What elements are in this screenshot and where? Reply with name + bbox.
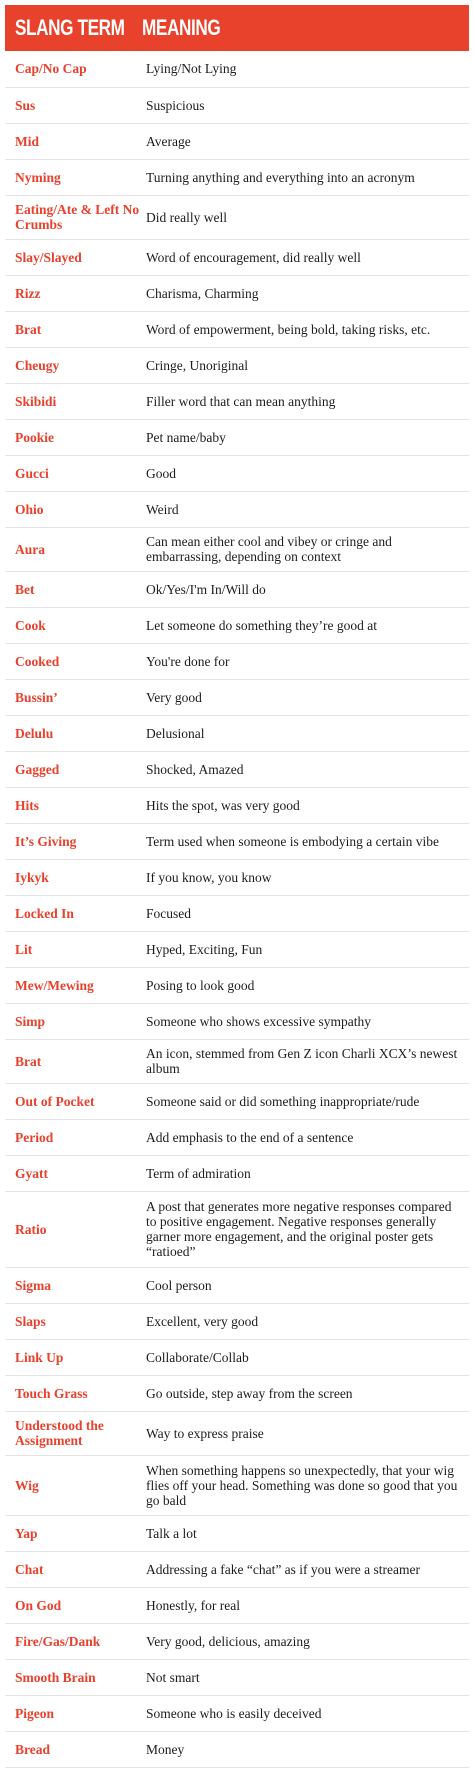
slang-term: Slaps: [5, 1303, 142, 1339]
slang-term: Mid: [5, 123, 142, 159]
slang-table: [5, 51, 469, 1768]
table-row: [5, 607, 469, 643]
table-row: [5, 1003, 469, 1039]
slang-term: Iykyk: [5, 859, 142, 895]
table-row: [5, 51, 469, 87]
slang-term: Skibidi: [5, 383, 142, 419]
slang-term: Delulu: [5, 715, 142, 751]
table-row: [5, 347, 469, 383]
slang-term: Bread: [5, 1731, 142, 1767]
slang-term: Sus: [5, 87, 142, 123]
table-row: [5, 1191, 469, 1267]
table-row: [5, 159, 469, 195]
table-row: [5, 859, 469, 895]
slang-meaning: Hits the spot, was very good: [142, 787, 469, 823]
slang-meaning: Money: [142, 1731, 469, 1767]
slang-term: Pookie: [5, 419, 142, 455]
table-header: [5, 5, 469, 51]
table-row: [5, 643, 469, 679]
table-row: [5, 1659, 469, 1695]
table-row: [5, 1083, 469, 1119]
table-row: [5, 239, 469, 275]
slang-meaning: Good: [142, 455, 469, 491]
table-row: [5, 1039, 469, 1083]
slang-term: Chat: [5, 1551, 142, 1587]
slang-meaning: When something happens so unexpectedly, that your wig flies off your head. Something was done so good that you go bald: [142, 1455, 469, 1515]
slang-meaning: Excellent, very good: [142, 1303, 469, 1339]
slang-meaning: Charisma, Charming: [142, 275, 469, 311]
table-row: [5, 195, 469, 239]
slang-term: Fire/Gas/Dank: [5, 1623, 142, 1659]
slang-term: Lit: [5, 931, 142, 967]
slang-term: Cook: [5, 607, 142, 643]
slang-term: Cooked: [5, 643, 142, 679]
slang-meaning: Word of encouragement, did really well: [142, 239, 469, 275]
slang-term: Gagged: [5, 751, 142, 787]
table-row: [5, 679, 469, 715]
table-row: [5, 383, 469, 419]
slang-term: Touch Grass: [5, 1375, 142, 1411]
slang-meaning: Add emphasis to the end of a sentence: [142, 1119, 469, 1155]
table-row: [5, 787, 469, 823]
slang-meaning: Did really well: [142, 195, 469, 239]
slang-term: Brat: [5, 1039, 142, 1083]
slang-meaning: Someone said or did something inappropriate/rude: [142, 1083, 469, 1119]
slang-term: Ohio: [5, 491, 142, 527]
slang-meaning: A post that generates more negative responses compared to positive engagement. Negative responses generally garner more engagement, and the original poster gets “ratioed”: [142, 1191, 469, 1267]
slang-meaning: Someone who is easily deceived: [142, 1695, 469, 1731]
slang-term: Link Up: [5, 1339, 142, 1375]
table-row: [5, 1623, 469, 1659]
table-row: [5, 715, 469, 751]
table-row: [5, 895, 469, 931]
table-row: [5, 311, 469, 347]
slang-meaning: Turning anything and everything into an acronym: [142, 159, 469, 195]
table-row: [5, 1551, 469, 1587]
slang-meaning: If you know, you know: [142, 859, 469, 895]
slang-meaning: Very good: [142, 679, 469, 715]
slang-term: Out of Pocket: [5, 1083, 142, 1119]
slang-term: Gyatt: [5, 1155, 142, 1191]
slang-term: It’s Giving: [5, 823, 142, 859]
table-row: [5, 823, 469, 859]
table-row: [5, 491, 469, 527]
slang-meaning: Average: [142, 123, 469, 159]
slang-meaning: Addressing a fake “chat” as if you were a streamer: [142, 1551, 469, 1587]
slang-term: Bet: [5, 571, 142, 607]
table-row: [5, 1587, 469, 1623]
slang-meaning: Filler word that can mean anything: [142, 383, 469, 419]
slang-meaning: Go outside, step away from the screen: [142, 1375, 469, 1411]
slang-meaning: Very good, delicious, amazing: [142, 1623, 469, 1659]
slang-meaning: Ok/Yes/I'm In/Will do: [142, 571, 469, 607]
table-row: [5, 931, 469, 967]
slang-term: Rizz: [5, 275, 142, 311]
slang-term: Simp: [5, 1003, 142, 1039]
table-row: [5, 123, 469, 159]
slang-term: Cheugy: [5, 347, 142, 383]
table-row: [5, 1375, 469, 1411]
slang-term: Cap/No Cap: [5, 51, 142, 87]
table-row: [5, 1731, 469, 1767]
slang-term: Gucci: [5, 455, 142, 491]
table-row: [5, 1411, 469, 1455]
table-row: [5, 419, 469, 455]
slang-term: Pigeon: [5, 1695, 142, 1731]
slang-meaning: Honestly, for real: [142, 1587, 469, 1623]
slang-term: Aura: [5, 527, 142, 571]
slang-meaning: Term used when someone is embodying a certain vibe: [142, 823, 469, 859]
table-row: [5, 751, 469, 787]
slang-meaning: Delusional: [142, 715, 469, 751]
table-row: [5, 571, 469, 607]
slang-term: On God: [5, 1587, 142, 1623]
table-row: [5, 455, 469, 491]
header-meaning: MEANING: [142, 15, 221, 40]
slang-term: Yap: [5, 1515, 142, 1551]
slang-term: Sigma: [5, 1267, 142, 1303]
slang-meaning: Word of empowerment, being bold, taking risks, etc.: [142, 311, 469, 347]
slang-term: Mew/Mewing: [5, 967, 142, 1003]
slang-meaning: An icon, stemmed from Gen Z icon Charli XCX’s newest album: [142, 1039, 469, 1083]
slang-meaning: Someone who shows excessive sympathy: [142, 1003, 469, 1039]
table-row: [5, 1515, 469, 1551]
slang-meaning: You're done for: [142, 643, 469, 679]
table-row: [5, 1119, 469, 1155]
slang-term: Period: [5, 1119, 142, 1155]
table-row: [5, 527, 469, 571]
table-row: [5, 1339, 469, 1375]
table-body: [5, 51, 469, 1767]
slang-meaning: Collaborate/Collab: [142, 1339, 469, 1375]
slang-term: Bussin’: [5, 679, 142, 715]
table-row: [5, 967, 469, 1003]
slang-term: Eating/Ate & Left No Crumbs: [5, 195, 142, 239]
slang-meaning: Pet name/baby: [142, 419, 469, 455]
slang-meaning: Talk a lot: [142, 1515, 469, 1551]
slang-term: Ratio: [5, 1191, 142, 1267]
slang-term: Understood the Assignment: [5, 1411, 142, 1455]
slang-term: Slay/Slayed: [5, 239, 142, 275]
slang-meaning: Posing to look good: [142, 967, 469, 1003]
slang-table-container: [5, 5, 469, 1768]
table-row: [5, 275, 469, 311]
slang-meaning: Can mean either cool and vibey or cringe and embarrassing, depending on context: [142, 527, 469, 571]
slang-meaning: Lying/Not Lying: [142, 51, 469, 87]
table-row: [5, 1695, 469, 1731]
table-row: [5, 1455, 469, 1515]
slang-meaning: Hyped, Exciting, Fun: [142, 931, 469, 967]
slang-meaning: Term of admiration: [142, 1155, 469, 1191]
slang-term: Brat: [5, 311, 142, 347]
slang-term: Locked In: [5, 895, 142, 931]
header-term: SLANG TERM: [15, 15, 125, 40]
table-row: [5, 1267, 469, 1303]
slang-meaning: Focused: [142, 895, 469, 931]
slang-meaning: Way to express praise: [142, 1411, 469, 1455]
slang-meaning: Suspicious: [142, 87, 469, 123]
table-row: [5, 1303, 469, 1339]
slang-meaning: Shocked, Amazed: [142, 751, 469, 787]
table-row: [5, 1155, 469, 1191]
slang-term: Nyming: [5, 159, 142, 195]
slang-term: Smooth Brain: [5, 1659, 142, 1695]
table-row: [5, 87, 469, 123]
slang-meaning: Not smart: [142, 1659, 469, 1695]
slang-term: Hits: [5, 787, 142, 823]
slang-meaning: Cringe, Unoriginal: [142, 347, 469, 383]
slang-term: Wig: [5, 1455, 142, 1515]
slang-meaning: Let someone do something they’re good at: [142, 607, 469, 643]
slang-meaning: Weird: [142, 491, 469, 527]
slang-meaning: Cool person: [142, 1267, 469, 1303]
